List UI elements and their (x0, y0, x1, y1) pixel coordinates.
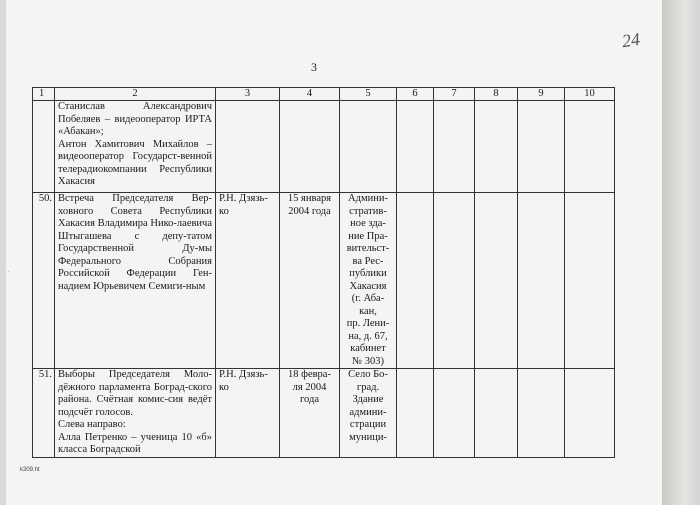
empty-cell (475, 193, 518, 369)
row-number (33, 101, 55, 193)
empty-cell (518, 369, 565, 458)
page-edge-shadow (662, 0, 700, 505)
table-row (33, 193, 615, 369)
empty-cell (397, 193, 434, 369)
column-header: 5 (340, 88, 397, 101)
row-number: 51. (33, 369, 55, 458)
table-header-row (33, 88, 615, 101)
row-responsible: Р.Н. Дзязь- ко (216, 193, 280, 369)
empty-cell (434, 193, 475, 369)
column-header: 8 (475, 88, 518, 101)
column-header: 1 (33, 88, 55, 101)
empty-cell (397, 101, 434, 193)
page-number: 3 (311, 60, 317, 74)
row-description: Выборы Председателя Моло-дёжного парламента Боград-ского района. Счётная комис-сия ведёт подсчёт голосов. Слева направо: Алла Петренко – ученица 10 «б» класса Боградской (55, 369, 216, 458)
empty-cell (434, 101, 475, 193)
column-header: 3 (216, 88, 280, 101)
archive-table (32, 87, 615, 458)
row-date (280, 101, 340, 193)
row-number: 50. (33, 193, 55, 369)
empty-cell (565, 369, 615, 458)
row-description: Встреча Председателя Вер-ховного Совета Республики Хакасия Владимира Нико-лаевича Штыгашева с депу-татом Государственной Ду-мы Федерального Собрания Российской Федерации Ген-надием Юрьевичем Семиги-ным (55, 193, 216, 369)
column-header: 6 (397, 88, 434, 101)
row-responsible: Р.Н. Дзязь- ко (216, 369, 280, 458)
column-header: 4 (280, 88, 340, 101)
row-date: 15 января 2004 года (280, 193, 340, 369)
empty-cell (475, 101, 518, 193)
row-place (340, 101, 397, 193)
column-header: 7 (434, 88, 475, 101)
footer-code: k309.ht (20, 467, 40, 473)
empty-cell (434, 369, 475, 458)
empty-cell (475, 369, 518, 458)
binding-mark: · (7, 268, 10, 276)
document-page (6, 0, 662, 505)
empty-cell (565, 101, 615, 193)
table-row (33, 369, 615, 458)
row-description: Станислав Александрович Побеляев – видеооператор ИРТА «Абакан»; Антон Хамитович Михайлов – видеооператор Государст-венной телерадиокомпании Республики Хакасия (55, 101, 216, 193)
handwritten-page-mark: 24 (620, 28, 642, 52)
column-header: 2 (55, 88, 216, 101)
empty-cell (397, 369, 434, 458)
row-responsible (216, 101, 280, 193)
row-place: Село Бо- град. Здание админи- страции муници- (340, 369, 397, 458)
empty-cell (518, 101, 565, 193)
empty-cell (518, 193, 565, 369)
row-place: Админи- стратив- ное зда- ние Пра- вительст- ва Рес- публики Хакасия (г. Аба- кан, пр. Лени- на, д. 67, кабинет № 303) (340, 193, 397, 369)
column-header: 9 (518, 88, 565, 101)
table-row (33, 101, 615, 193)
row-date: 18 февра- ля 2004 года (280, 369, 340, 458)
empty-cell (565, 193, 615, 369)
column-header: 10 (565, 88, 615, 101)
